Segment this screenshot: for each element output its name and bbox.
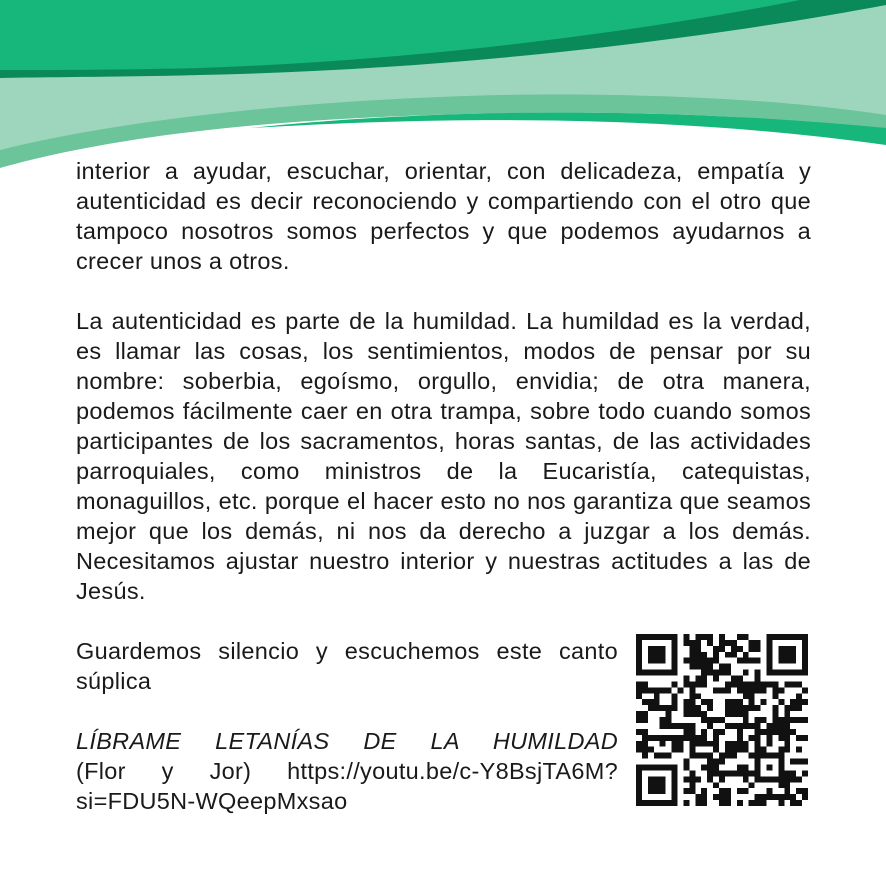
paragraph-2: La autenticidad es parte de la humildad. La humildad es la verdad, es llamar las cosas, los sentimientos, modos de pensar por su nombre: soberbia, egoísmo, orgullo, envidia; de otra manera, podemos fácilmente caer en otra trampa, sobre todo cuando somos participantes de los sacramentos, horas santas, de las actividades parroquiales, como ministros de la Eucaristía, catequistas, monaguillos, etc. porque el hacer esto no nos garantiza que seamos mejor que los demás, ni nos da derecho a juzgar a los demás. Necesitamos ajustar nuestro interior y nuestras actitudes a las de Jesús. xyxy=(76,308,811,604)
listen-invitation: Guardemos silencio y escuchemos este canto súplica xyxy=(76,638,618,694)
paragraph-1: interior a ayudar, escuchar, orientar, con delicadeza, empatía y autenticidad es decir reconociendo y compartiendo con el otro que tampoco nosotros somos perfectos y que podemos ayudarnos a crecer unos a otros. xyxy=(76,158,811,274)
header-wave-decoration xyxy=(0,0,886,170)
qr-code-icon[interactable] xyxy=(636,634,808,806)
body-text xyxy=(76,156,811,606)
song-info xyxy=(76,636,618,816)
song-title: LÍBRAME LETANÍAS DE LA HUMILDAD xyxy=(76,728,618,754)
song-credit-link[interactable]: (Flor y Jor) https://youtu.be/c-Y8BsjTA6M?si=FDU5N-WQeepMxsao xyxy=(76,758,618,814)
